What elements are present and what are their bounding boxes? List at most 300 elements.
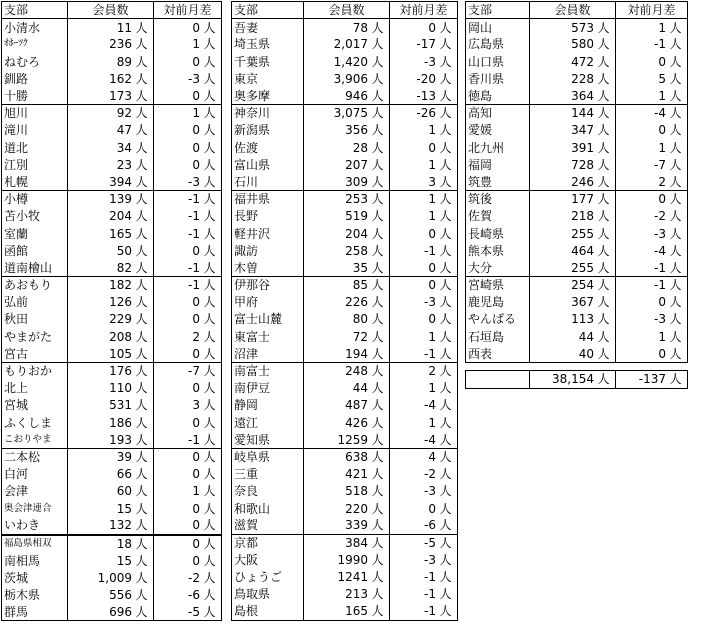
- unit-label: 人: [203, 140, 216, 155]
- unit-label: 人: [439, 37, 452, 52]
- table-row: [232, 277, 458, 294]
- table-row: [2, 191, 222, 208]
- member-count-value: 35: [352, 260, 368, 275]
- unit-label: 人: [371, 123, 384, 138]
- branch-name: 遠江: [232, 414, 304, 431]
- branch-name: 西表: [466, 345, 530, 362]
- member-count-value: 253: [345, 192, 368, 207]
- member-count: [68, 431, 154, 448]
- member-count-value: 472: [571, 54, 594, 69]
- month-diff-value: 0: [658, 123, 666, 138]
- total-members: [530, 371, 616, 388]
- month-diff: [616, 311, 688, 328]
- month-diff: [390, 105, 458, 122]
- unit-label: 人: [371, 88, 384, 103]
- table-row: [466, 105, 688, 122]
- member-count-value: 82: [116, 260, 132, 275]
- member-count: [68, 294, 154, 311]
- unit-label: 人: [203, 123, 216, 138]
- branch-name: もりおか: [2, 363, 68, 380]
- month-diff-value: 0: [192, 295, 200, 310]
- member-count-value: 228: [571, 71, 594, 86]
- table-row: [2, 139, 222, 156]
- month-diff-value: 1: [428, 192, 436, 207]
- member-count-value: 193: [109, 432, 132, 447]
- table-row: [2, 88, 222, 105]
- unit-label: 人: [597, 140, 610, 155]
- member-count: [68, 19, 154, 36]
- unit-label: 人: [135, 450, 148, 465]
- member-count: [530, 122, 616, 139]
- month-diff-value: -2: [654, 209, 666, 224]
- month-diff: [616, 105, 688, 122]
- month-diff: [154, 449, 222, 466]
- table-row: [2, 294, 222, 311]
- table-row: [232, 345, 458, 362]
- member-count: [304, 328, 390, 345]
- month-diff: [390, 225, 458, 242]
- unit-label: 人: [135, 381, 148, 396]
- branch-name: 鹿児島: [466, 294, 530, 311]
- unit-label: 人: [203, 20, 216, 35]
- member-count-value: 204: [109, 209, 132, 224]
- month-diff-value: -5: [424, 536, 436, 551]
- month-diff-value: 0: [428, 226, 436, 241]
- member-count: [68, 122, 154, 139]
- unit-label: 人: [597, 157, 610, 172]
- member-count: [68, 277, 154, 294]
- branch-name: 小樽: [2, 191, 68, 208]
- unit-label: 人: [669, 88, 682, 103]
- unit-label: 人: [371, 54, 384, 69]
- unit-label: 人: [203, 398, 216, 413]
- branch-table-3: [465, 1, 688, 389]
- header-branch: 支部: [466, 2, 530, 19]
- unit-label: 人: [669, 295, 682, 310]
- member-count-value: 426: [345, 415, 368, 430]
- table-row: [466, 36, 688, 53]
- unit-label: 人: [135, 518, 148, 533]
- member-count-value: 44: [578, 329, 594, 344]
- branch-name: 大分: [466, 260, 530, 277]
- unit-label: 人: [203, 295, 216, 310]
- member-count: [530, 139, 616, 156]
- month-diff: [390, 260, 458, 277]
- unit-label: 人: [203, 484, 216, 499]
- table-row: [2, 449, 222, 466]
- branch-name: 大阪: [232, 552, 304, 569]
- month-diff: [616, 88, 688, 105]
- branch-name: 室蘭: [2, 225, 68, 242]
- month-diff-value: 1: [658, 140, 666, 155]
- unit-label: 人: [439, 518, 452, 533]
- branch-name: 甲府: [232, 294, 304, 311]
- member-count-value: 15: [116, 501, 132, 516]
- table-row: [2, 105, 222, 122]
- table-row: [2, 380, 222, 397]
- month-diff-value: 2: [428, 364, 436, 379]
- table-row: [232, 328, 458, 345]
- unit-label: 人: [371, 346, 384, 361]
- unit-label: 人: [135, 501, 148, 516]
- member-count: [530, 277, 616, 294]
- month-diff-value: -7: [654, 157, 666, 172]
- unit-label: 人: [439, 295, 452, 310]
- month-diff: [154, 569, 222, 586]
- unit-label: 人: [203, 54, 216, 69]
- member-count: [530, 242, 616, 259]
- member-count: [304, 466, 390, 483]
- month-diff: [154, 380, 222, 397]
- month-diff: [154, 535, 222, 552]
- branch-name: 伊那谷: [232, 277, 304, 294]
- month-diff-value: 0: [192, 553, 200, 568]
- month-diff-value: -1: [654, 260, 666, 275]
- unit-label: 人: [439, 398, 452, 413]
- member-count-value: 236: [109, 37, 132, 52]
- unit-label: 人: [371, 71, 384, 86]
- header-diff: 対前月差: [616, 2, 688, 19]
- month-diff: [616, 156, 688, 173]
- month-diff-value: 0: [192, 20, 200, 35]
- member-count: [304, 53, 390, 70]
- table-row: [232, 294, 458, 311]
- member-count: [304, 208, 390, 225]
- member-count: [304, 414, 390, 431]
- table-row: [466, 156, 688, 173]
- unit-label: 人: [371, 364, 384, 379]
- table-row: [466, 191, 688, 208]
- branch-name: 滋賀: [232, 517, 304, 534]
- branch-name: 小清水: [2, 19, 68, 36]
- month-diff-value: -3: [654, 312, 666, 327]
- branch-name: 香川県: [466, 70, 530, 87]
- unit-label: 人: [439, 71, 452, 86]
- month-diff: [154, 483, 222, 500]
- month-diff-value: -1: [188, 209, 200, 224]
- unit-label: 人: [135, 226, 148, 241]
- unit-label: 人: [135, 570, 148, 585]
- branch-name: 道南檜山: [2, 260, 68, 277]
- unit-label: 人: [597, 346, 610, 361]
- branch-name: 鳥取県: [232, 586, 304, 603]
- member-count-value: 165: [345, 604, 368, 619]
- header-branch: 支部: [2, 2, 68, 19]
- unit-label: 人: [203, 381, 216, 396]
- month-diff: [390, 70, 458, 87]
- unit-label: 人: [597, 71, 610, 86]
- unit-label: 人: [669, 260, 682, 275]
- member-count-value: 132: [109, 518, 132, 533]
- table-row: [2, 500, 222, 517]
- month-diff-value: 1: [428, 329, 436, 344]
- month-diff: [154, 156, 222, 173]
- table-row: [2, 260, 222, 277]
- member-count-value: 220: [345, 501, 368, 516]
- month-diff: [154, 88, 222, 105]
- branch-name: 熊本県: [466, 242, 530, 259]
- month-diff: [390, 552, 458, 569]
- month-diff: [616, 139, 688, 156]
- unit-label: 人: [203, 157, 216, 172]
- table-row: [2, 431, 222, 448]
- branch-name: 宮城: [2, 397, 68, 414]
- member-count: [68, 587, 154, 604]
- member-count: [68, 500, 154, 517]
- unit-label: 人: [439, 329, 452, 344]
- month-diff: [390, 397, 458, 414]
- month-diff-value: -13: [416, 88, 436, 103]
- branch-name: 埼玉県: [232, 36, 304, 53]
- table-row: [2, 363, 222, 380]
- unit-label: 人: [597, 54, 610, 69]
- month-diff-value: 1: [428, 209, 436, 224]
- month-diff: [154, 260, 222, 277]
- unit-label: 人: [203, 192, 216, 207]
- month-diff: [390, 466, 458, 483]
- unit-label: 人: [371, 604, 384, 619]
- unit-label: 人: [597, 37, 610, 52]
- branch-name: 釧路: [2, 70, 68, 87]
- month-diff-value: -4: [424, 398, 436, 413]
- month-diff-value: 0: [658, 192, 666, 207]
- month-diff: [154, 363, 222, 380]
- member-count: [304, 260, 390, 277]
- unit-label: 人: [439, 604, 452, 619]
- member-count: [304, 174, 390, 191]
- month-diff: [154, 345, 222, 362]
- branch-name: 吾妻: [232, 19, 304, 36]
- branch-name: 群馬: [2, 604, 68, 621]
- month-diff: [154, 277, 222, 294]
- member-count-value: 105: [109, 346, 132, 361]
- unit-label: 人: [439, 88, 452, 103]
- month-diff: [616, 225, 688, 242]
- table-row: [466, 53, 688, 70]
- member-count-value: 487: [345, 398, 368, 413]
- table-row: [2, 156, 222, 173]
- unit-label: 人: [669, 372, 682, 387]
- month-diff: [390, 122, 458, 139]
- month-diff: [154, 517, 222, 534]
- member-count: [68, 242, 154, 259]
- month-diff-value: 0: [192, 518, 200, 533]
- unit-label: 人: [135, 106, 148, 121]
- month-diff: [390, 603, 458, 620]
- unit-label: 人: [439, 106, 452, 121]
- month-diff: [390, 517, 458, 534]
- month-diff: [390, 208, 458, 225]
- month-diff-value: 0: [192, 501, 200, 516]
- unit-label: 人: [439, 415, 452, 430]
- month-diff-value: 1: [428, 381, 436, 396]
- table-row: [232, 586, 458, 603]
- member-count-value: 3,906: [333, 71, 368, 86]
- branch-name: 三重: [232, 466, 304, 483]
- member-count-value: 464: [571, 243, 594, 258]
- table-row: [466, 328, 688, 345]
- branch-name: やんばる: [466, 311, 530, 328]
- month-diff-value: -3: [424, 484, 436, 499]
- branch-name: 苫小牧: [2, 208, 68, 225]
- unit-label: 人: [135, 243, 148, 258]
- month-diff-value: -4: [654, 106, 666, 121]
- month-diff: [390, 19, 458, 36]
- member-count-value: 519: [345, 209, 368, 224]
- unit-label: 人: [371, 192, 384, 207]
- table-row: [232, 500, 458, 517]
- unit-label: 人: [203, 518, 216, 533]
- month-diff: [390, 414, 458, 431]
- member-count-value: 204: [345, 226, 368, 241]
- unit-label: 人: [371, 484, 384, 499]
- table-row: [2, 517, 222, 534]
- branch-name: 宮崎県: [466, 277, 530, 294]
- unit-label: 人: [669, 226, 682, 241]
- unit-label: 人: [597, 278, 610, 293]
- month-diff-value: 0: [192, 88, 200, 103]
- branch-name: 富士山麓: [232, 311, 304, 328]
- header-branch: 支部: [232, 2, 304, 19]
- table-row: [466, 139, 688, 156]
- month-diff: [616, 328, 688, 345]
- member-count: [68, 260, 154, 277]
- table-row: [466, 294, 688, 311]
- unit-label: 人: [439, 570, 452, 585]
- member-count: [68, 380, 154, 397]
- unit-label: 人: [371, 381, 384, 396]
- unit-label: 人: [371, 174, 384, 189]
- unit-label: 人: [203, 106, 216, 121]
- branch-name: 岐阜県: [232, 449, 304, 466]
- unit-label: 人: [597, 329, 610, 344]
- month-diff-value: -1: [424, 243, 436, 258]
- month-diff: [154, 225, 222, 242]
- table-row: [232, 431, 458, 448]
- table-row: [2, 466, 222, 483]
- member-count: [68, 36, 154, 53]
- month-diff: [154, 294, 222, 311]
- unit-label: 人: [135, 329, 148, 344]
- branch-name: 福井県: [232, 191, 304, 208]
- branch-name: 福島県相双: [2, 535, 68, 552]
- member-count-value: 92: [116, 106, 132, 121]
- unit-label: 人: [371, 278, 384, 293]
- table-row: [232, 105, 458, 122]
- month-diff: [154, 70, 222, 87]
- month-diff: [390, 277, 458, 294]
- member-count-value: 15: [116, 553, 132, 568]
- unit-label: 人: [597, 123, 610, 138]
- member-count-value: 696: [109, 604, 132, 619]
- month-diff-value: -20: [416, 71, 436, 86]
- member-count-value: 23: [116, 157, 132, 172]
- month-diff-value: 1: [428, 157, 436, 172]
- branch-name: 奥会津連合: [2, 500, 68, 517]
- table-row: [2, 552, 222, 569]
- member-count-value: 44: [352, 381, 368, 396]
- branch-name: 道北: [2, 139, 68, 156]
- total-diff: [616, 371, 688, 388]
- table-row: [466, 174, 688, 191]
- unit-label: 人: [439, 536, 452, 551]
- member-count-value: 518: [345, 484, 368, 499]
- unit-label: 人: [597, 88, 610, 103]
- branch-name: いわき: [2, 517, 68, 534]
- month-diff-value: 1: [192, 37, 200, 52]
- month-diff: [154, 139, 222, 156]
- month-diff-value: -1: [654, 278, 666, 293]
- member-count: [304, 242, 390, 259]
- unit-label: 人: [371, 209, 384, 224]
- member-count: [68, 363, 154, 380]
- unit-label: 人: [371, 518, 384, 533]
- member-count: [68, 414, 154, 431]
- unit-label: 人: [371, 398, 384, 413]
- unit-label: 人: [203, 346, 216, 361]
- unit-label: 人: [135, 415, 148, 430]
- month-diff-value: 3: [428, 174, 436, 189]
- month-diff-value: -26: [416, 106, 436, 121]
- month-diff: [154, 587, 222, 604]
- month-diff: [154, 397, 222, 414]
- unit-label: 人: [135, 157, 148, 172]
- member-count-value: 421: [345, 467, 368, 482]
- total-row: [466, 371, 688, 388]
- unit-label: 人: [135, 54, 148, 69]
- member-count-value: 144: [571, 106, 594, 121]
- month-diff-value: 4: [428, 450, 436, 465]
- member-count: [304, 122, 390, 139]
- month-diff: [616, 191, 688, 208]
- month-diff: [390, 380, 458, 397]
- member-count-value: 1,420: [333, 54, 368, 69]
- month-diff-value: 1: [192, 484, 200, 499]
- total-members-value: 38,154: [552, 372, 594, 387]
- unit-label: 人: [135, 398, 148, 413]
- month-diff: [616, 260, 688, 277]
- table-row: [232, 569, 458, 586]
- unit-label: 人: [669, 278, 682, 293]
- member-count: [304, 603, 390, 620]
- month-diff: [616, 277, 688, 294]
- branch-name: 徳島: [466, 88, 530, 105]
- unit-label: 人: [203, 312, 216, 327]
- member-count: [68, 535, 154, 552]
- month-diff-value: 1: [658, 88, 666, 103]
- unit-label: 人: [203, 278, 216, 293]
- unit-label: 人: [135, 278, 148, 293]
- member-count: [304, 105, 390, 122]
- member-count: [530, 88, 616, 105]
- unit-label: 人: [371, 243, 384, 258]
- member-count: [304, 431, 390, 448]
- branch-name: 東富士: [232, 328, 304, 345]
- unit-label: 人: [203, 209, 216, 224]
- branch-name: 旭川: [2, 105, 68, 122]
- month-diff-value: 0: [428, 312, 436, 327]
- total-label-cell: [466, 371, 530, 388]
- unit-label: 人: [669, 192, 682, 207]
- month-diff: [616, 70, 688, 87]
- member-count: [304, 225, 390, 242]
- member-count: [68, 139, 154, 156]
- unit-label: 人: [669, 20, 682, 35]
- month-diff-value: 0: [192, 536, 200, 551]
- member-count: [68, 156, 154, 173]
- branch-name: 弘前: [2, 294, 68, 311]
- month-diff-value: 0: [428, 20, 436, 35]
